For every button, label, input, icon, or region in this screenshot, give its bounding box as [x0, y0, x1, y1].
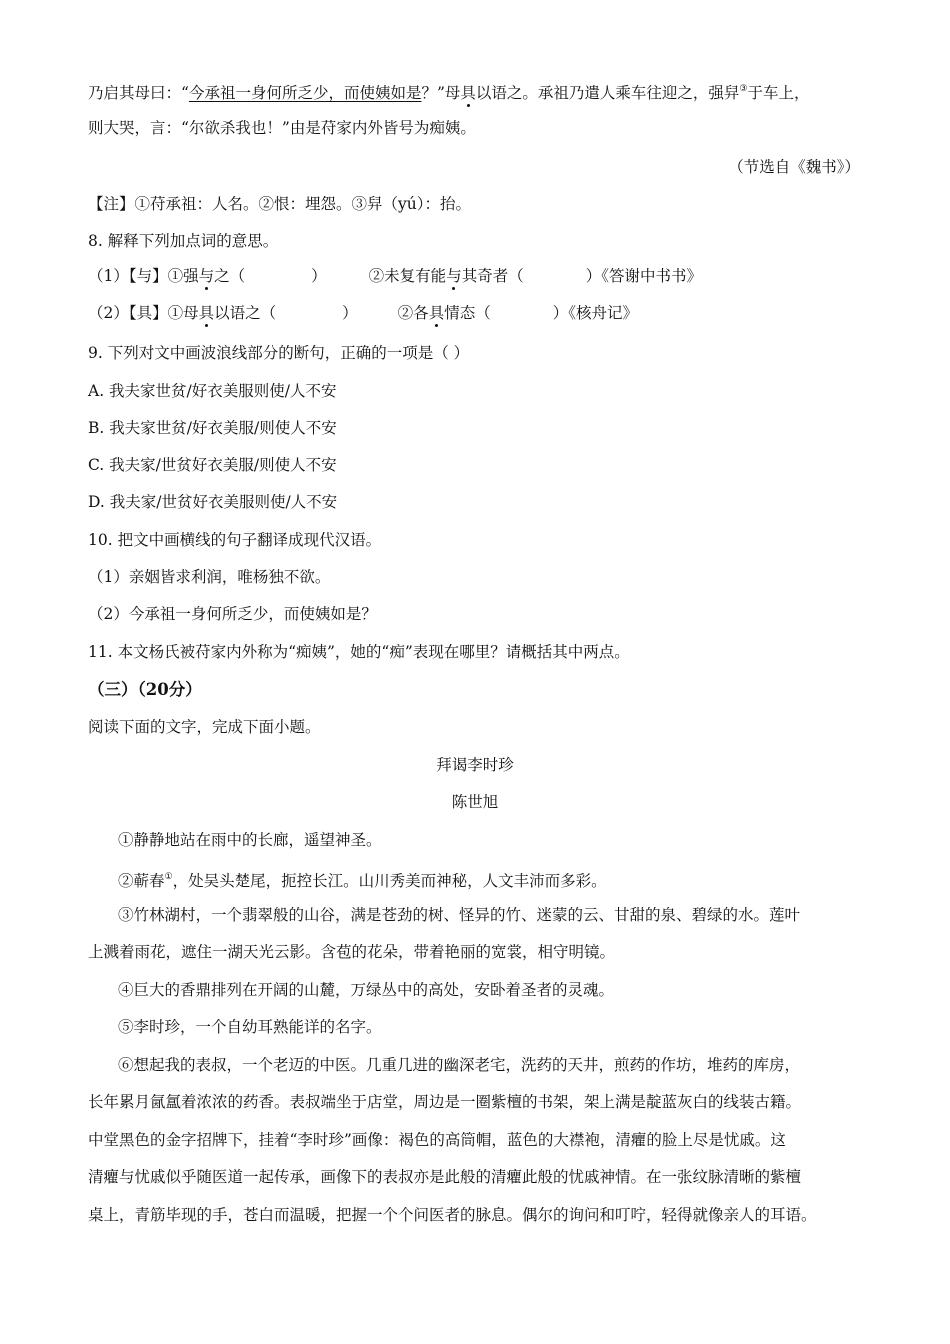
dotted-word: 具: [198, 304, 215, 322]
passage-line-2: 则大哭，言：“尔欲杀我也！”由是苻家内外皆号为痴姨。: [88, 119, 476, 137]
paragraph-6-line-2: 长年累月氤氲着浓浓的药香。表叔端坐于店堂，周边是一圈紫檀的书架，架上满是靛蓝灰白的线装古籍。: [88, 1093, 802, 1111]
question-10-stem: 10. 把文中画横线的句子翻译成现代汉语。: [88, 531, 382, 549]
paragraph-3-line-2: 上溅着雨花，遮住一湖天光云影。含苞的花朵，带着艳丽的宽裳，相守明镜。: [88, 943, 616, 961]
question-8-row-1: （1）【与】①强与之（ ） ②未复有能与其奇者（ ）《答谢中书书》: [88, 267, 702, 285]
option-a[interactable]: A. 我夫家世贫/好衣美服则使/人不安: [88, 382, 337, 400]
section-heading: （三）（20分）: [88, 680, 202, 699]
question-8-row-2: （2）【具】①母具以语之（ ） ②各具情态（ ）《核舟记》: [88, 304, 638, 322]
footnote-mark: ①: [164, 872, 173, 882]
question-11-stem: 11. 本文杨氏被苻家内外称为“痴姨”，她的“痴”表现在哪里？请概括其中两点。: [88, 643, 630, 661]
paragraph-1: ①静静地站在雨中的长廊，遥望神圣。: [118, 831, 382, 849]
dotted-word: 具: [460, 84, 476, 102]
footnote-mark: ③: [739, 84, 748, 94]
option-d[interactable]: D. 我夫家/世贫好衣美服则使/人不安: [88, 493, 338, 511]
paragraph-6-line-3: 中堂黑色的金字招牌下，挂着“李时珍”画像：褐色的高筒帽，蓝色的大襟袍，清癯的脸上尽是忧戚。这: [88, 1131, 786, 1149]
underlined-sentence: 今承祖一身何所乏少，而使姨如是: [188, 84, 422, 102]
annotation-note: 【注】①苻承祖：人名。②恨：埋怨。③舁（yú）：抬。: [88, 195, 471, 213]
question-10-sentence-2: （2）今承祖一身何所乏少，而使姨如是？: [88, 605, 377, 623]
dotted-word: 与: [198, 267, 215, 285]
question-9-stem: 9. 下列对文中画波浪线部分的断句，正确的一项是（ ）: [88, 344, 470, 362]
paragraph-3-line-1: ③竹林湖村，一个翡翠般的山谷，满是苍劲的树、怪异的竹、迷蒙的云、甘甜的泉、碧绿的水。莲叶: [118, 906, 801, 924]
article-title: 拜谒李时珍: [436, 756, 514, 774]
paragraph-4: ④巨大的香鼎排列在开阔的山麓，万绿丛中的高处，安卧着圣者的灵魂。: [118, 981, 615, 999]
paragraph-6-line-4: 清癯与忧戚似乎随医道一起传承，画像下的表叔亦是此般的清癯此般的忧戚神情。在一张纹脉清晰的紫檀: [88, 1168, 802, 1186]
question-8-stem: 8. 解释下列加点词的意思。: [88, 232, 279, 250]
dotted-word: 具: [428, 304, 445, 322]
question-10-sentence-1: （1）亲姻皆求利润，唯杨独不欲。: [88, 568, 331, 586]
reading-instruction: 阅读下面的文字，完成下面小题。: [88, 718, 321, 736]
paragraph-2: ②蕲春①，处吴头楚尾，扼控长江。山川秀美而神秘，人文丰沛而多彩。: [118, 872, 607, 890]
paragraph-6-line-5: 桌上，青筋毕现的手，苍白而温暖，把握一个个问医者的脉息。偶尔的询问和叮咛，轻得就像亲人的耳语。: [88, 1206, 817, 1224]
article-author: 陈世旭: [451, 793, 499, 811]
paragraph-6-line-1: ⑥想起我的表叔，一个老迈的中医。几重几进的幽深老宅，洗药的天井，煎药的作坊，堆药的库房，: [118, 1056, 801, 1074]
option-b[interactable]: B. 我夫家世贫/好衣美服/则使人不安: [88, 419, 337, 437]
option-c[interactable]: C. 我夫家/世贫好衣美服/则使人不安: [88, 456, 337, 474]
dotted-word: 与: [446, 267, 462, 285]
passage-line-1: 乃启其母曰：“今承祖一身何所乏少，而使姨如是？”母具以语之。承祖乃遣人乘车往迎之，强舁③于车上，: [88, 84, 810, 102]
paragraph-5: ⑤李时珍，一个自幼耳熟能详的名字。: [118, 1018, 382, 1036]
source-citation: （节选自《魏书》）: [728, 158, 860, 176]
